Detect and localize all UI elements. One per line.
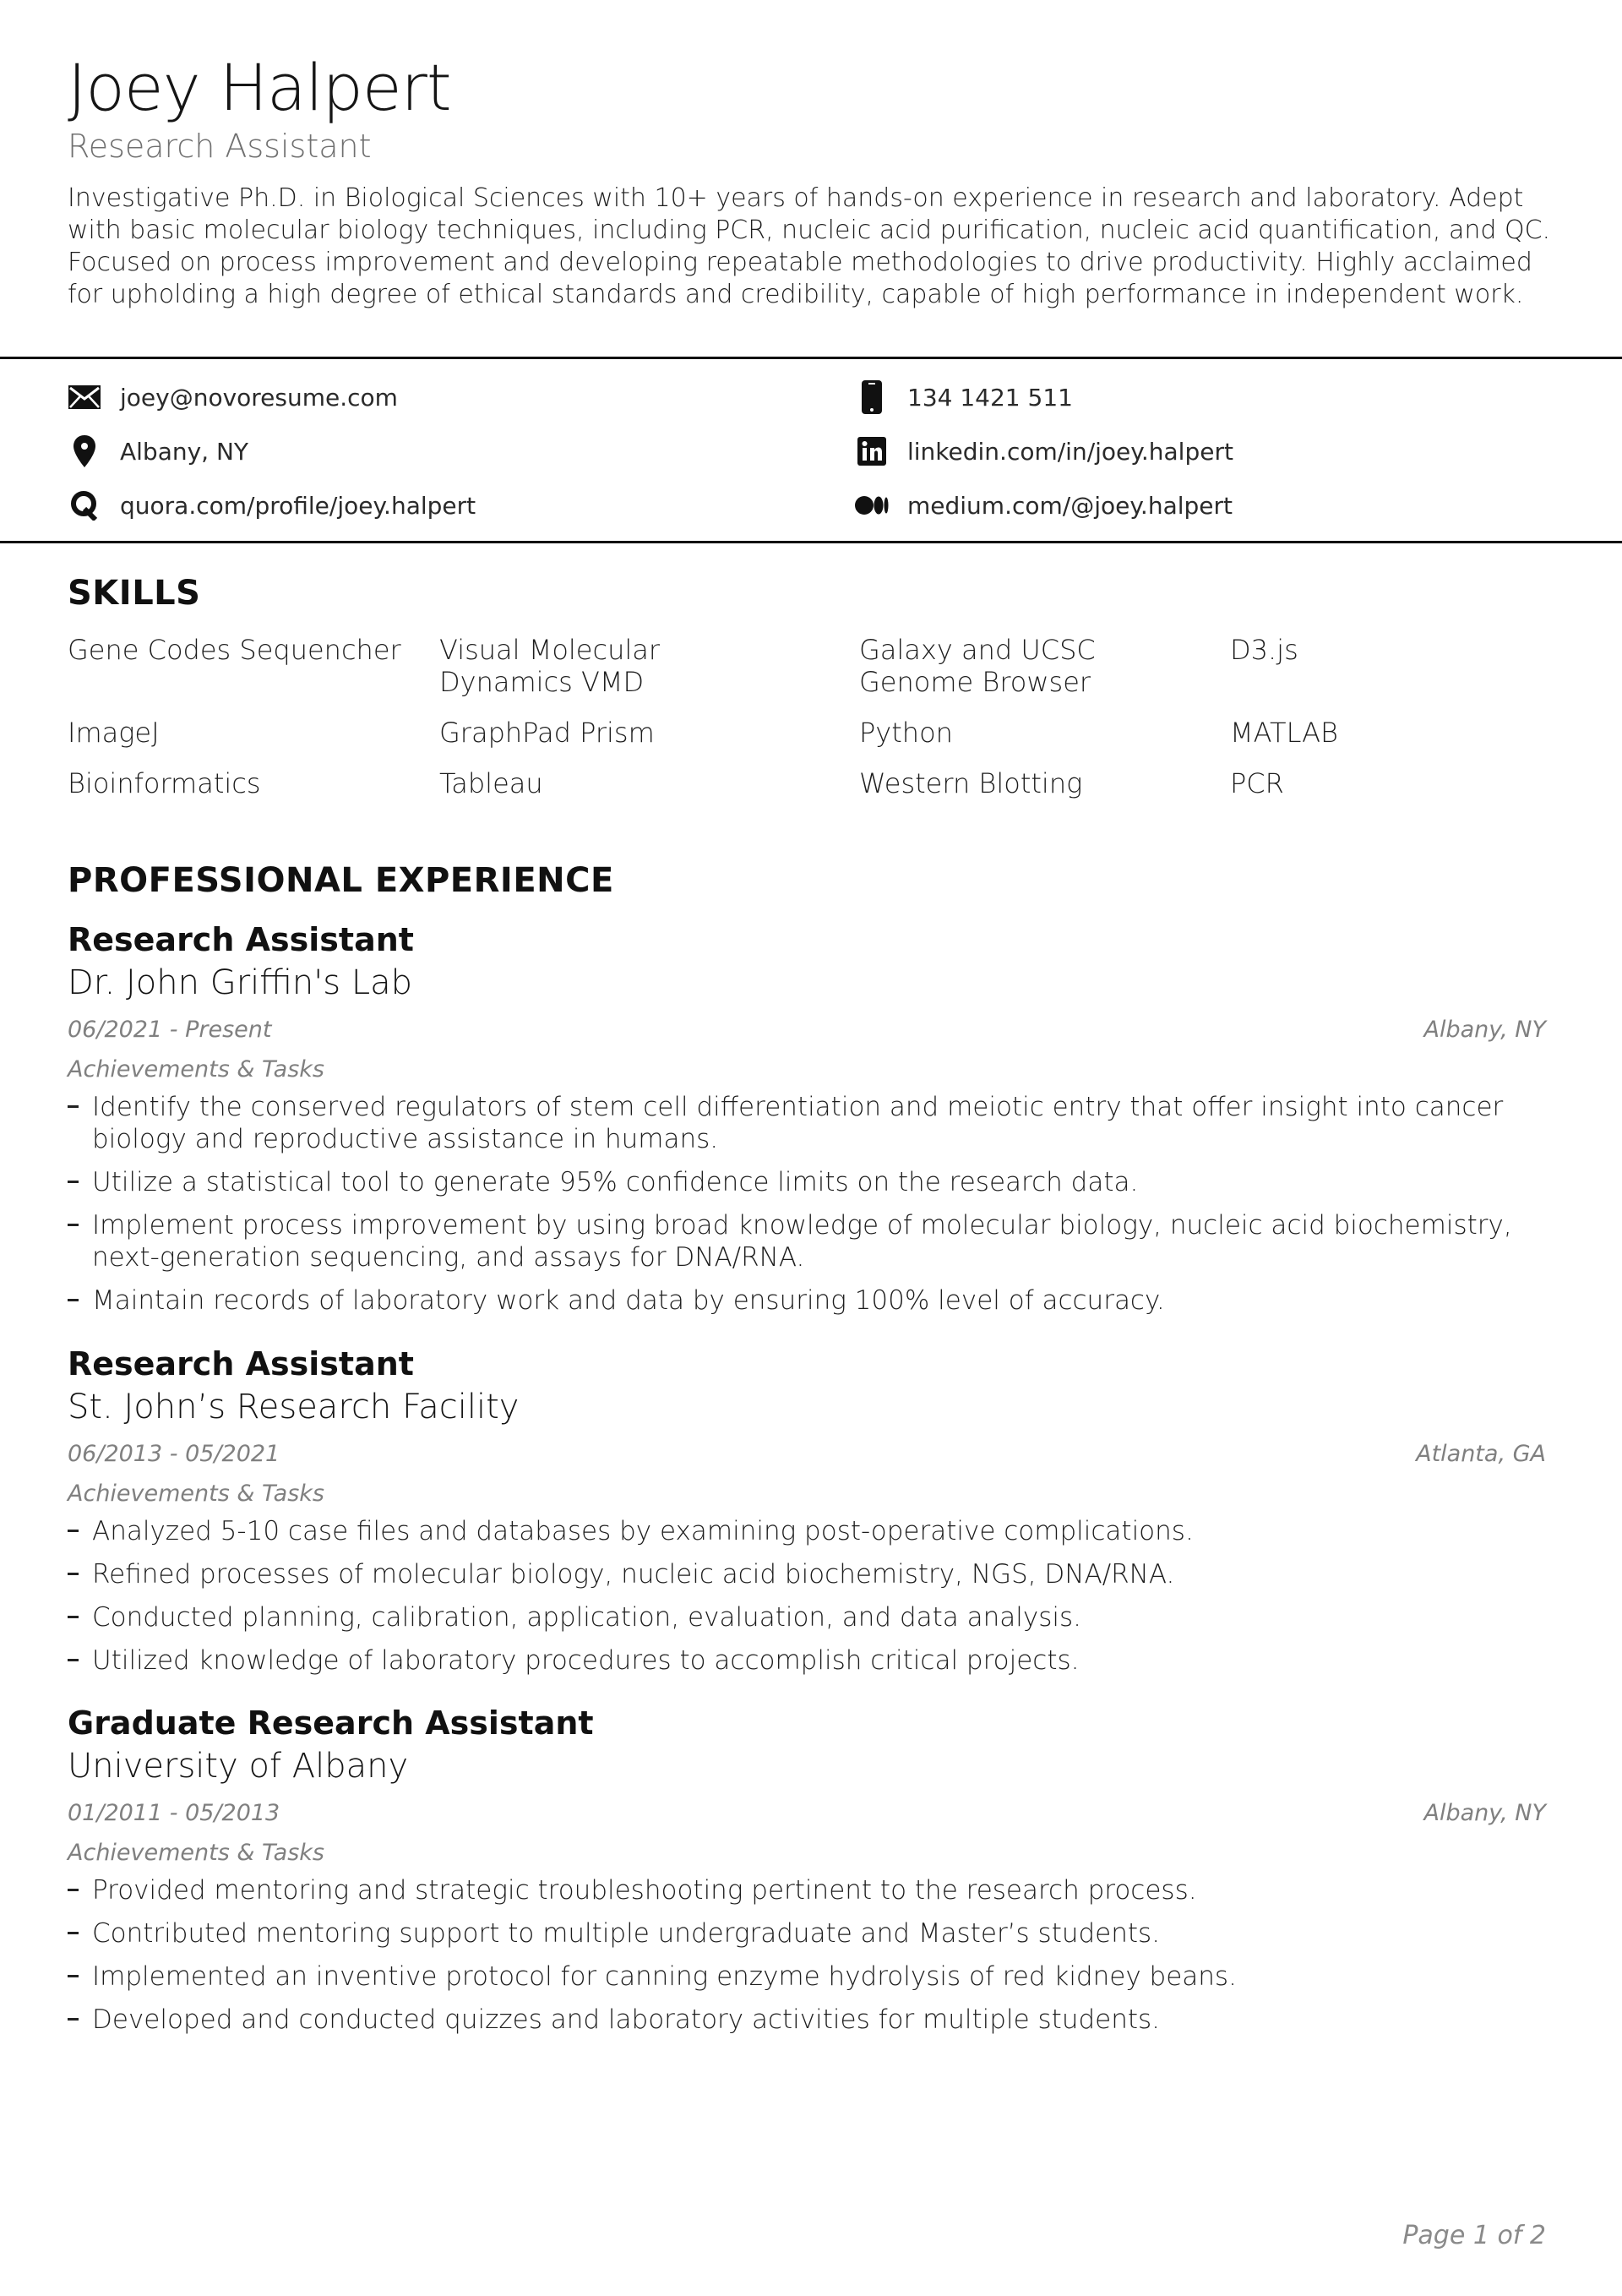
- skill-item: Galaxy and UCSC Genome Browser: [859, 634, 1096, 698]
- list-item: [68, 1961, 1554, 1993]
- list-item: [68, 1515, 1554, 1547]
- contact-medium[interactable]: [855, 488, 1233, 522]
- job-bullets: [68, 1091, 1554, 1328]
- list-item: [68, 1284, 1554, 1317]
- bullet-text: Conducted planning, calibration, application, evaluation, and data analysis.: [92, 1602, 1082, 1633]
- job-company: Dr. John Griffin's Lab: [68, 963, 413, 1002]
- skill-item: Visual Molecular Dynamics VMD: [439, 634, 660, 698]
- skill-item: PCR: [1230, 767, 1284, 799]
- summary-paragraph: Investigative Ph.D. in Biological Sciences with 10+ years of hands-on experience in research and laboratory. Adept with basic molecular biology techniques, including PCR, nucleic acid purification, nucleic acid quantification, and QC. Focused on process improvement and developing repeatable methodologies to drive productivity. Highly acclaimed for upholding a high degree of ethical standards and credibility, capable of high performance in independent work.: [68, 183, 1551, 309]
- job-company: St. John’s Research Facility: [68, 1388, 520, 1426]
- job-bullets: [68, 1515, 1554, 1688]
- bullet-text: Developed and conducted quizzes and laboratory activities for multiple students.: [92, 2004, 1161, 2035]
- quora-icon: [68, 488, 101, 522]
- skill-item: Python: [859, 717, 953, 749]
- bullet-text: Contributed mentoring support to multiple undergraduate and Master’s students.: [92, 1918, 1161, 1949]
- candidate-role: Research Assistant: [68, 128, 372, 165]
- job-company: University of Albany: [68, 1747, 409, 1786]
- list-item: [68, 1558, 1554, 1590]
- skill-item: D3.js: [1230, 634, 1298, 666]
- candidate-name: Joey Halpert: [68, 50, 451, 125]
- list-item: [68, 1601, 1554, 1633]
- bullet-text: Maintain records of laboratory work and data by ensuring 100% level of accuracy.: [92, 1285, 1165, 1316]
- skill-item: MATLAB: [1230, 717, 1338, 749]
- dash-bullet-icon: [68, 1975, 79, 1977]
- dash-bullet-icon: [68, 1616, 79, 1618]
- dash-bullet-icon: [68, 1573, 79, 1575]
- job-subtitle: Achievements & Tasks: [68, 1056, 325, 1083]
- phone-icon: [855, 380, 889, 414]
- bullet-text: Implement process improvement by using broad knowledge of molecular biology, nucleic acid biochemistry, next-generation sequencing, and assays for DNA/RNA.: [92, 1210, 1512, 1273]
- dash-bullet-icon: [68, 1530, 79, 1532]
- page-number: Page 1 of 2: [1402, 2221, 1546, 2250]
- dash-bullet-icon: [68, 1299, 79, 1301]
- list-item: [68, 1644, 1554, 1677]
- bullet-text: Identify the conserved regulators of stem cell differentiation and meiotic entry that offer insight into cancer biology and reproductive assistance in humans.: [92, 1092, 1504, 1154]
- job-title: Research Assistant: [68, 921, 414, 958]
- job-subtitle: Achievements & Tasks: [68, 1840, 325, 1866]
- skill-item: Bioinformatics: [68, 767, 261, 799]
- envelope-icon: [68, 380, 101, 414]
- bullet-text: Provided mentoring and strategic troubleshooting pertinent to the research process.: [92, 1875, 1197, 1906]
- list-item: [68, 1874, 1554, 1906]
- email-text: joey@novoresume.com: [120, 383, 398, 412]
- contact-top-divider: [0, 357, 1622, 359]
- dash-bullet-icon: [68, 1932, 79, 1934]
- list-item: [68, 1091, 1554, 1155]
- job-location: Albany, NY: [1423, 1800, 1546, 1826]
- dash-bullet-icon: [68, 1181, 79, 1183]
- list-item: [68, 2004, 1554, 2036]
- job-date: 06/2021 - Present: [68, 1017, 272, 1043]
- quora-text: quora.com/profile/joey.halpert: [120, 491, 476, 520]
- location-text: Albany, NY: [120, 437, 249, 466]
- job-location: Albany, NY: [1423, 1017, 1546, 1043]
- bullet-text: Implemented an inventive protocol for canning enzyme hydrolysis of red kidney beans.: [92, 1961, 1237, 1992]
- skill-item: Western Blotting: [859, 767, 1083, 799]
- contact-bottom-divider: [0, 541, 1622, 543]
- bullet-text: Refined processes of molecular biology, nucleic acid biochemistry, NGS, DNA/RNA.: [92, 1559, 1175, 1590]
- skills-section-title: SKILLS: [68, 574, 201, 613]
- list-item: [68, 1166, 1554, 1198]
- dash-bullet-icon: [68, 2018, 79, 2021]
- contact-quora[interactable]: [68, 488, 476, 522]
- medium-icon: [855, 488, 889, 522]
- job-date: 06/2013 - 05/2021: [68, 1441, 280, 1467]
- contact-linkedin[interactable]: [855, 434, 1233, 468]
- contact-location: [68, 434, 248, 468]
- skill-item: GraphPad Prism: [439, 717, 655, 749]
- location-pin-icon: [68, 434, 101, 468]
- phone-text: 134 1421 511: [907, 383, 1073, 412]
- job-location: Atlanta, GA: [1416, 1441, 1546, 1467]
- skill-item: ImageJ: [68, 717, 160, 749]
- job-bullets: [68, 1874, 1554, 2047]
- dash-bullet-icon: [68, 1659, 79, 1661]
- medium-text: medium.com/@joey.halpert: [907, 491, 1233, 520]
- bullet-text: Utilize a statistical tool to generate 95% confidence limits on the research data.: [92, 1167, 1139, 1197]
- job-title: Graduate Research Assistant: [68, 1704, 594, 1742]
- dash-bullet-icon: [68, 1224, 79, 1226]
- contact-email[interactable]: [68, 380, 398, 414]
- list-item: [68, 1209, 1554, 1273]
- bullet-text: Utilized knowledge of laboratory procedures to accomplish critical projects.: [92, 1645, 1080, 1676]
- dash-bullet-icon: [68, 1105, 79, 1108]
- linkedin-text: linkedin.com/in/joey.halpert: [907, 437, 1233, 466]
- list-item: [68, 1917, 1554, 1950]
- skill-item: Tableau: [439, 767, 543, 799]
- job-subtitle: Achievements & Tasks: [68, 1481, 325, 1507]
- linkedin-icon: [855, 434, 889, 468]
- bullet-text: Analyzed 5-10 case files and databases by examining post-operative complications.: [92, 1516, 1194, 1546]
- job-date: 01/2011 - 05/2013: [68, 1800, 280, 1826]
- skill-item: Gene Codes Sequencher: [68, 634, 401, 666]
- dash-bullet-icon: [68, 1889, 79, 1891]
- job-title: Research Assistant: [68, 1345, 414, 1383]
- contact-phone[interactable]: [855, 380, 1073, 414]
- experience-section-title: PROFESSIONAL EXPERIENCE: [68, 861, 614, 900]
